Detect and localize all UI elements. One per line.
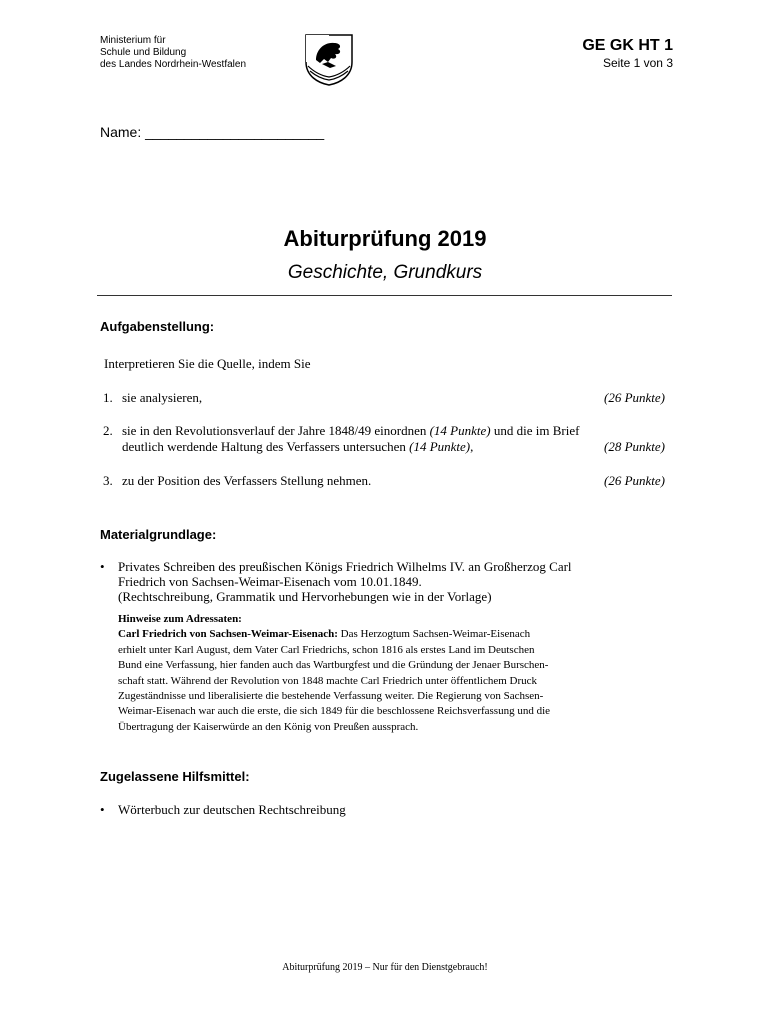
note-person: Carl Friedrich von Sachsen-Weimar-Eisenach:	[118, 628, 338, 641]
task-item	[103, 390, 665, 406]
task-intro: Interpretieren Sie die Quelle, indem Sie	[104, 356, 311, 371]
bullet-icon: •	[100, 802, 105, 817]
material-bullet	[100, 559, 670, 604]
material-line: Friedrich von Sachsen-Weimar-Eisenach vom 10.01.1849.	[118, 574, 422, 589]
task-points: (26 Punkte)	[603, 473, 665, 488]
note-line: Zugeständnisse und liberalisierte die bestehende Verfassung weiter. Die Regierung von Sachsen-	[118, 690, 544, 703]
task-item	[103, 423, 665, 455]
nrw-crest-icon	[302, 32, 356, 86]
task-text: sie analysieren,	[122, 390, 203, 405]
bullet-icon: •	[100, 559, 105, 574]
note-heading: Hinweise zum Adressaten:	[118, 613, 242, 625]
note-line: Bund eine Verfassung, hier fanden auch das Wartburgfest und die Gründung der Jenaer Burschen-	[118, 659, 549, 672]
task-points: (26 Punkte)	[603, 390, 665, 405]
note-line: Weimar-Eisenach war auch die erste, die sich 1849 für die beschlossene Reichsverfassung und die	[118, 705, 551, 718]
ministry-line: Schule und Bildung	[100, 47, 187, 58]
task-number: 3.	[103, 473, 113, 488]
ministry-name	[100, 35, 246, 71]
note-line: Übertragung der Kaiserwürde an den König von Preußen aussprach.	[118, 720, 419, 733]
note-line: schaft statt. Während der Revolution von 1848 machte Carl Friedrich unter öffentlichem Druck	[118, 674, 537, 687]
document-code: GE GK HT 1	[582, 37, 673, 54]
material-line: Privates Schreiben des preußischen Königs Friedrich Wilhelms IV. an Großherzog Carl	[118, 559, 572, 574]
name-field: Name: _______________________	[100, 124, 325, 140]
note-line: Das Herzogtum Sachsen-Weimar-Eisenach	[337, 628, 531, 641]
page-number: Seite 1 von 3	[602, 56, 673, 70]
page-footer: Abiturprüfung 2019 – Nur für den Dienstgebrauch!	[282, 962, 488, 973]
task-text-part: ,	[470, 439, 474, 454]
ministry-line: des Landes Nordrhein-Westfalen	[100, 59, 247, 70]
section-heading-material: Materialgrundlage:	[100, 527, 217, 542]
hilfsmittel-item: Wörterbuch zur deutschen Rechtschreibung	[118, 802, 346, 817]
note-line: erhielt unter Karl August, dem Vater Carl Friedrichs, schon 1816 als erstes Land im Deutschen	[118, 643, 535, 656]
section-heading-hilfsmittel: Zugelassene Hilfsmittel:	[100, 769, 250, 784]
material-line: (Rechtschreibung, Grammatik und Hervorhebungen wie in der Vorlage)	[118, 589, 492, 604]
hilfsmittel-bullet	[100, 802, 670, 817]
section-heading-aufgaben: Aufgabenstellung:	[100, 319, 215, 334]
task-item	[103, 473, 665, 489]
task-points: (28 Punkte)	[603, 439, 665, 454]
task-text-part: deutlich werdende Haltung des Verfassers untersuchen	[122, 439, 410, 454]
page-subtitle: Geschichte, Grundkurs	[287, 262, 483, 283]
task-subpoints: (14 Punkte)	[429, 423, 491, 438]
ministry-line: Ministerium für	[100, 35, 166, 46]
task-number: 1.	[103, 390, 113, 405]
task-text	[122, 423, 665, 455]
task-text: zu der Position des Verfassers Stellung nehmen.	[122, 473, 372, 488]
addressee-note	[118, 612, 670, 735]
document-code-block	[582, 36, 673, 70]
page-title: Abiturprüfung 2019	[283, 226, 487, 251]
title-divider	[97, 295, 672, 296]
task-text-part: und die im Brief	[490, 423, 580, 438]
task-number: 2.	[103, 423, 113, 438]
task-subpoints: (14 Punkte)	[409, 439, 471, 454]
task-text-part: sie in den Revolutionsverlauf der Jahre 1848/49 einordnen	[122, 423, 430, 438]
